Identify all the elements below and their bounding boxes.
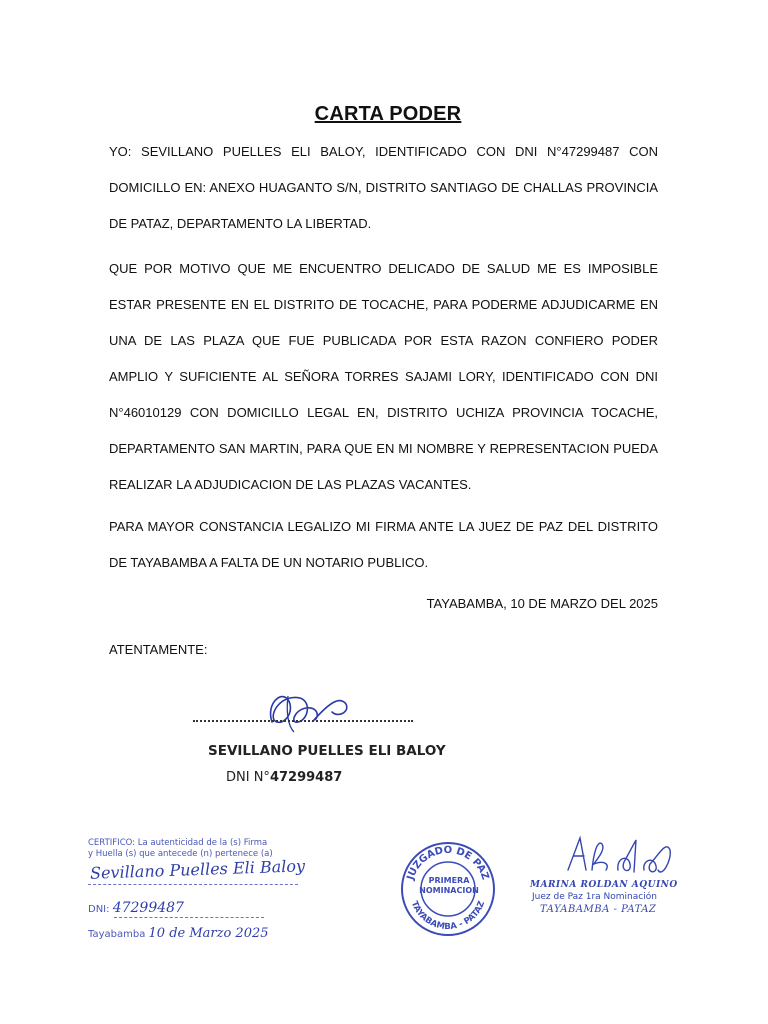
cert-handwritten-dni: 47299487 [112,900,184,916]
paragraph-legalization: PARA MAYOR CONSTANCIA LEGALIZO MI FIRMA ANTE LA JUEZ DE PAZ DEL DISTRITO DE TAYABAMBA A FALTA DE UN NOTARIO PUBLICO. [109,519,658,570]
judge-name: MARINA ROLDAN AQUINO [530,880,678,890]
seal-center-line-1: PRIMERA [428,876,470,885]
dni-prefix: DNI N° [226,770,270,785]
cert-dni-label: DNI: [88,904,110,915]
seal-center [419,876,479,896]
judge-signature [558,830,698,885]
cert-date-line [88,926,269,941]
document-title: CARTA PODER [314,103,462,125]
signer-name: SEVILLANO PUELLES ELI BALOY [208,743,446,759]
judge-title: Juez de Paz 1ra Nominación [532,892,657,902]
paragraph-power-grant: QUE POR MOTIVO QUE ME ENCUENTRO DELICADO DE SALUD ME ES IMPOSIBLE ESTAR PRESENTE EN EL DISTRITO DE TOCACHE, PARA PODERME ADJUDICARME EN UNA DE LAS PLAZA QUE FUE PUBLICADA POR ESTA RAZON CONFIERO PODER AMPLIO Y SUFICIENTE AL SEÑORA TORRES SAJAMI LORY, IDENTIFICADO CON DNI N°46010129 CON DOMICILLO LEGAL EN, DISTRITO UCHIZA PROVINCIA TOCACHE, DEPARTAMENTO SAN MARTIN, PARA QUE EN MI NOMBRE Y REPRESENTACION PUEDA REALIZAR LA ADJUDICACION DE LAS PLAZAS VACANTES. [109,261,658,492]
seal-center-line-2: NOMINACION [419,886,479,895]
dni-number: 47299487 [269,770,343,785]
paragraph-identity: YO: SEVILLANO PUELLES ELI BALOY, IDENTIFICADO CON DNI N°47299487 CON DOMICILLO EN: ANEXO HUAGANTO S/N, DISTRITO SANTIAGO DE CHALLAS PROVINCIA DE PATAZ, DEPARTAMENTO LA LIBERTAD. [109,144,658,231]
seal-ring-top: JUZGADO DE PAZ [405,844,491,882]
cert-dni-line [88,900,184,916]
date-line: TAYABAMBA, 10 DE MARZO DEL 2025 [426,596,658,611]
signature-line [193,720,413,722]
cert-handwritten-date: 10 de Marzo 2025 [148,926,269,941]
handwritten-signature [260,682,370,742]
judge-place: TAYABAMBA - PATAZ [540,904,657,915]
closing-greeting: ATENTAMENTE: [109,642,208,657]
cert-line-2: y Huella (s) que antecede (n) pertenece (a) [88,849,273,859]
cert-dotted-line-2 [114,917,264,918]
signature-block [190,680,490,790]
certification-stamp [84,834,324,949]
signer-dni [226,770,342,785]
cert-place-label: Tayabamba [88,929,146,940]
judge-stamp [528,830,698,930]
cert-line-1: CERTIFICO: La autenticidad de la (s) Firma [88,838,268,848]
cert-handwritten-name: Sevillano Puelles Eli Baloy [89,856,306,883]
seal-ring-bottom: TAYABAMBA - PATAZ [408,899,488,933]
cert-dotted-line [88,884,298,885]
